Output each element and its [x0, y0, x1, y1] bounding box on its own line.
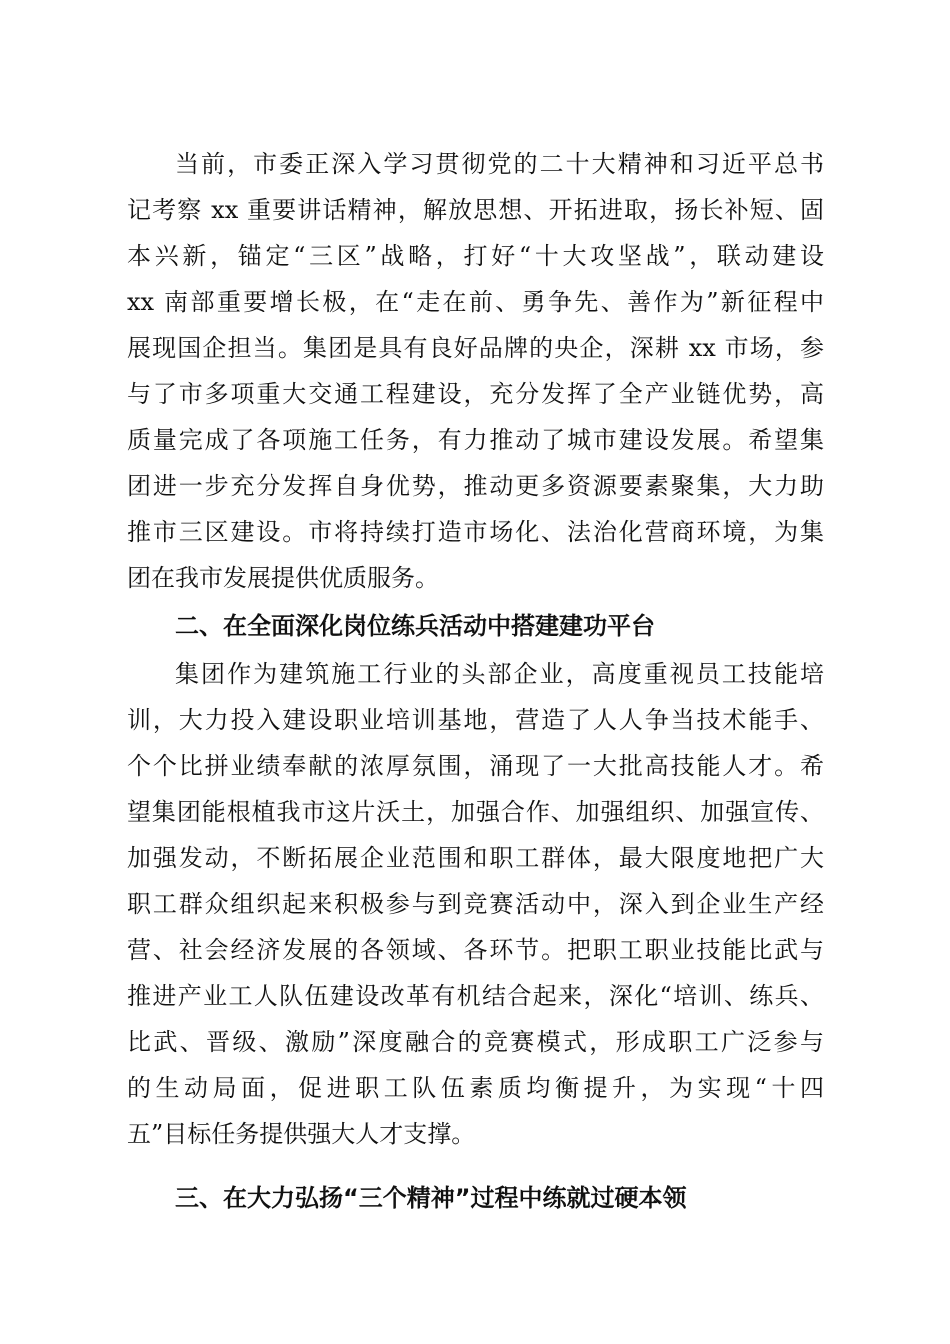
paragraph-line: 推市三区建设。市将持续打造市场化、法治化营商环境，为集 [127, 518, 824, 546]
paragraph-line: 训，大力投入建设职业培训基地，营造了人人争当技术能手、 [127, 706, 824, 734]
paragraph-line: 推进产业工人队伍建设改革有机结合起来，深化“培训、练兵、 [127, 982, 824, 1010]
paragraph-line: 集团作为建筑施工行业的头部企业，高度重视员工技能培 [175, 660, 824, 688]
paragraph-line: 营、社会经济发展的各领域、各环节。把职工职业技能比武与 [127, 936, 824, 964]
paragraph-2 [127, 651, 824, 1157]
section-heading-2: 二、在全面深化岗位练兵活动中搭建建功平台 [175, 612, 655, 640]
paragraph-line: 五”目标任务提供强大人才支撑。 [127, 1120, 476, 1148]
paragraph-line: 团进一步充分发挥自身优势，推动更多资源要素聚集，大力助 [127, 472, 824, 500]
paragraph-line: 加强发动，不断拓展企业范围和职工群体，最大限度地把广大 [127, 844, 824, 872]
paragraph-line: 本兴新，锚定“三区”战略，打好“十大攻坚战”，联动建设 [127, 242, 824, 270]
paragraph-line: 展现国企担当。集团是具有良好品牌的央企，深耕 xx 市场，参 [127, 334, 824, 362]
paragraph-1 [127, 141, 824, 601]
paragraph-line: 质量完成了各项施工任务，有力推动了城市建设发展。希望集 [127, 426, 824, 454]
section-heading-3: 三、在大力弘扬“三个精神”过程中练就过硬本领 [175, 1184, 687, 1212]
paragraph-line: 与了市多项重大交通工程建设，充分发挥了全产业链优势，高 [127, 380, 824, 408]
paragraph-line: 的生动局面，促进职工队伍素质均衡提升，为实现“十四 [127, 1074, 824, 1102]
paragraph-line: 望集团能根植我市这片沃土，加强合作、加强组织、加强宣传、 [127, 798, 824, 826]
paragraph-line: xx 南部重要增长极，在“走在前、勇争先、善作为”新征程中 [127, 288, 824, 316]
paragraph-line: 团在我市发展提供优质服务。 [127, 564, 439, 592]
paragraph-line: 当前，市委正深入学习贯彻党的二十大精神和习近平总书 [175, 150, 824, 178]
paragraph-line: 比武、晋级、激励”深度融合的竞赛模式，形成职工广泛参与 [127, 1028, 824, 1056]
document-body [127, 141, 824, 1221]
paragraph-line: 职工群众组织起来积极参与到竞赛活动中，深入到企业生产经 [127, 890, 824, 918]
paragraph-line: 记考察 xx 重要讲话精神，解放思想、开拓进取，扬长补短、固 [127, 196, 824, 224]
paragraph-line: 个个比拼业绩奉献的浓厚氛围，涌现了一大批高技能人才。希 [127, 752, 824, 780]
